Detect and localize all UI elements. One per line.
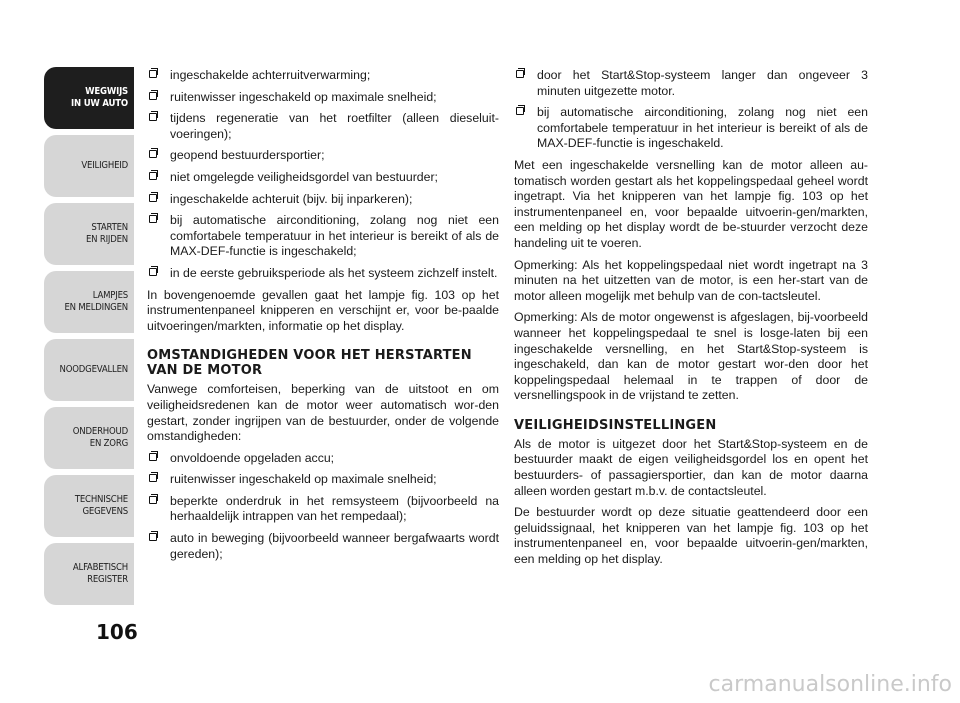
right-column	[514, 68, 868, 574]
tab-starten[interactable]	[44, 203, 134, 265]
list-item: bij automatische airconditioning, zolang nog niet een comfortabele temperatuur in het interieur is bereikt of als de MAX-DEF-functie is ingeschakeld;	[147, 213, 499, 260]
tab-label-line: EN ZORG	[89, 438, 128, 449]
checkbox-bullet-icon	[516, 70, 524, 78]
left-column	[147, 68, 499, 568]
tab-label-line: ALFABETISCH	[72, 562, 128, 573]
checkbox-bullet-icon	[149, 70, 157, 78]
tab-label-line: IN UW AUTO	[70, 98, 128, 109]
section-heading: VEILIGHEIDSINSTELLINGEN	[514, 417, 717, 433]
tab-label-line: EN MELDINGEN	[64, 302, 128, 313]
tab-onderhoud[interactable]	[44, 407, 134, 469]
tab-alfabetisch[interactable]	[44, 543, 134, 605]
list-item: door het Start&Stop-systeem langer dan ongeveer 3 minuten uitgezette motor.	[514, 68, 868, 99]
paragraph: Als de motor is uitgezet door het Start&Stop-systeem en de bestuurder maakt de eigen veiligheidsgordel los en opent het bestuurders- of passagiersportier, dan kan de motor daarna alleen worden gestart m.b.v. de contactsleutel.	[514, 436, 868, 498]
tab-label-line: EN RIJDEN	[85, 234, 128, 245]
paragraph: De bestuurder wordt op deze situatie geattendeerd door een geluidssignaal, het knipperen van het lampje fig. 103 op het instrumentenpaneel en, voor bepaalde uitvoerin-gen/markten, een melding op het display.	[514, 505, 868, 567]
checkbox-bullet-icon	[149, 194, 157, 202]
tab-technische[interactable]	[44, 475, 134, 537]
list-item: ruitenwisser ingeschakeld op maximale snelheid;	[147, 472, 499, 488]
checkbox-bullet-icon	[149, 150, 157, 158]
page-number: 106	[96, 620, 138, 644]
checkbox-bullet-icon	[149, 533, 157, 541]
list-item: ingeschakelde achteruit (bijv. bij inparkeren);	[147, 192, 499, 208]
tab-wegwijs[interactable]	[44, 67, 134, 129]
list-item: in de eerste gebruiksperiode als het systeem zichzelf instelt.	[147, 266, 499, 282]
tab-label-line: WEGWIJS	[85, 86, 128, 97]
checkbox-bullet-icon	[149, 453, 157, 461]
paragraph: Opmerking: Als het koppelingspedaal niet wordt ingetrapt na 3 minuten na het uitzetten van de motor, is een her-start van de motor alleen mogelijk met behulp van de con-tactsleutel.	[514, 257, 868, 303]
list-item: onvoldoende opgeladen accu;	[147, 451, 499, 467]
tab-label-line: STARTEN	[91, 222, 128, 233]
checkbox-bullet-icon	[149, 92, 157, 100]
list-item: ingeschakelde achterruitverwarming;	[147, 68, 499, 84]
tab-veiligheid[interactable]	[44, 135, 134, 197]
tab-label-line: LAMPJES	[92, 290, 128, 301]
list-item: beperkte onderdruk in het remsysteem (bijvoorbeeld na herhaaldelijk intrappen van het rempedaal);	[147, 494, 499, 525]
paragraph: In bovengenoemde gevallen gaat het lampje fig. 103 op het instrumentenpaneel knipperen en verschijnt er, voor be-paalde uitvoeringen/markten, informatie op het display.	[147, 287, 499, 333]
checkbox-bullet-icon	[149, 172, 157, 180]
paragraph: Opmerking: Als de motor ongewenst is afgeslagen, bij-voorbeeld wanneer het koppelingspedaal te snel is losge-laten bij een ingeschakelde versnelling, en het Start&Stop-systeem is ingeschakeld, dan kan de motor gestart wor-den door het koppelingspedaal helemaal in te trappen of door de versnellingspook in de vrijstand te zetten.	[514, 310, 868, 403]
checkbox-bullet-icon	[516, 107, 524, 115]
checkbox-bullet-icon	[149, 496, 157, 504]
tab-label-line: NOODGEVALLEN	[59, 364, 128, 375]
chapter-tabs	[44, 67, 134, 611]
list-item: geopend bestuurdersportier;	[147, 148, 499, 164]
tab-label-line: REGISTER	[87, 574, 128, 585]
section-heading: OMSTANDIGHEDEN VOOR HET HERSTARTEN VAN DE MOTOR	[147, 348, 472, 379]
tab-label-line: TECHNISCHE	[74, 494, 128, 505]
paragraph: Vanwege comforteisen, beperking van de uitstoot en om veiligheidsredenen kan de motor weer automatisch wor-den gestart, zonder ingrijpen van de bestuurder, onder de volgende omstandigheden:	[147, 382, 499, 444]
list-item: auto in beweging (bijvoorbeeld wanneer bergafwaarts wordt gereden);	[147, 531, 499, 562]
tab-label-line: VEILIGHEID	[81, 160, 128, 171]
checkbox-bullet-icon	[149, 474, 157, 482]
tab-label-line: ONDERHOUD	[72, 426, 128, 437]
checkbox-bullet-icon	[149, 113, 157, 121]
checkbox-bullet-icon	[149, 215, 157, 223]
paragraph: Met een ingeschakelde versnelling kan de motor alleen au-tomatisch worden gestart als het koppelingspedaal geheel wordt ingetrapt. Via het knipperen van het lampje fig. 103 op het instrumentenpaneel en, voor bepaalde uitvoerin-gen/markten, een melding op het display wordt de be-stuurder verzocht deze handeling uit te voeren.	[514, 157, 868, 250]
watermark: carmanualsonline.info	[708, 672, 952, 697]
tab-label-line: GEGEVENS	[82, 506, 128, 517]
tab-lampjes[interactable]	[44, 271, 134, 333]
list-item: tijdens regeneratie van het roetfilter (alleen dieseluit-voeringen);	[147, 111, 499, 142]
list-item: bij automatische airconditioning, zolang nog niet een comfortabele temperatuur in het interieur is bereikt of als de MAX-DEF-functie is ingeschakeld.	[514, 105, 868, 152]
list-item: ruitenwisser ingeschakeld op maximale snelheid;	[147, 90, 499, 106]
checkbox-bullet-icon	[149, 268, 157, 276]
list-item: niet omgelegde veiligheidsgordel van bestuurder;	[147, 170, 499, 186]
tab-noodgevallen[interactable]	[44, 339, 134, 401]
